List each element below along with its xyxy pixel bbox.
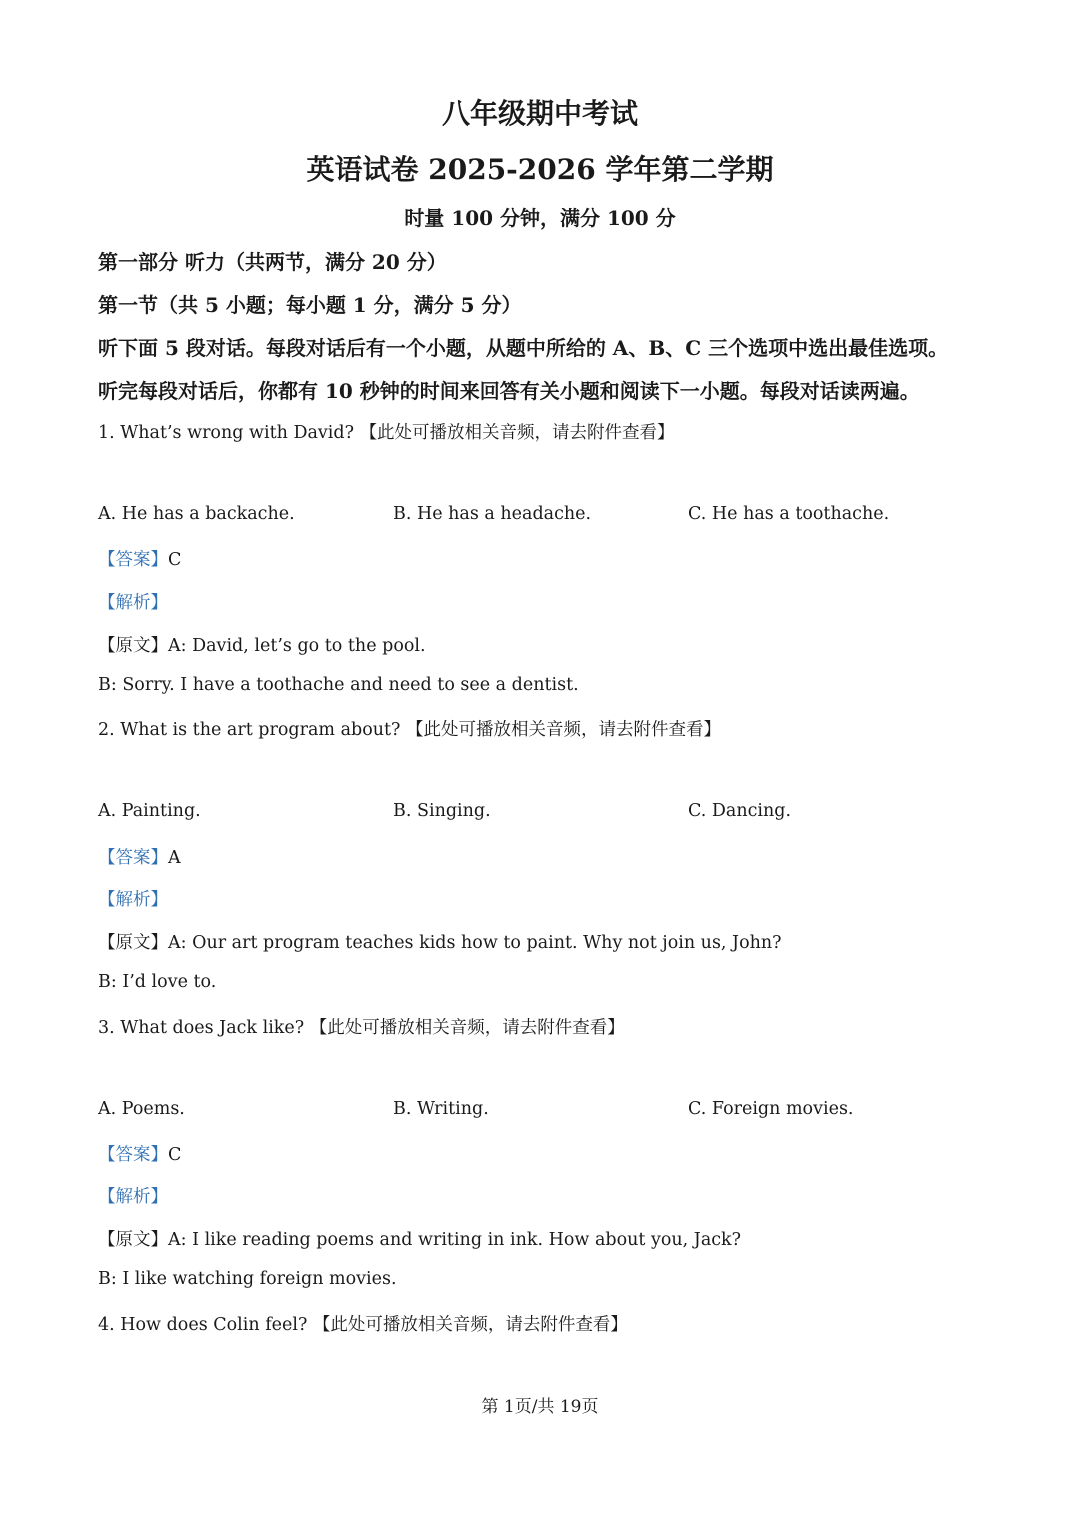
instruction-line-2: 听完每段对话后，你都有 10 秒钟的时间来回答有关小题和阅读下一小题。每段对话读两遍。 bbox=[98, 379, 920, 403]
answer-value: A bbox=[168, 848, 181, 868]
question-3-original-a bbox=[98, 1226, 998, 1251]
question-1-option-c: C. He has a toothache. bbox=[688, 504, 890, 524]
question-2-option-a: A. Painting. bbox=[98, 801, 201, 821]
original-tag: 【原文】 bbox=[98, 1230, 168, 1250]
question-2-option-b: B. Singing. bbox=[393, 801, 491, 821]
original-text: A: David, let’s go to the pool. bbox=[168, 636, 426, 656]
audio-note: 【此处可播放相关音频，请去附件查看】 bbox=[312, 1315, 628, 1335]
question-stem-text: 3. What does Jack like? bbox=[98, 1018, 305, 1038]
question-2-answer bbox=[98, 844, 998, 869]
question-2-original-a bbox=[98, 929, 998, 954]
page-footer: 第 1页/共 19页 bbox=[481, 1397, 599, 1417]
question-2-analysis-tag: 【解析】 bbox=[98, 890, 168, 910]
audio-note: 【此处可播放相关音频，请去附件查看】 bbox=[359, 423, 675, 443]
question-1-stem bbox=[98, 419, 998, 444]
question-3-option-a: A. Poems. bbox=[98, 1099, 185, 1119]
question-1-answer bbox=[98, 546, 998, 571]
answer-tag: 【答案】 bbox=[98, 1145, 168, 1165]
question-3-stem bbox=[98, 1014, 998, 1039]
question-1-original-a bbox=[98, 632, 998, 657]
question-stem-text: 2. What is the art program about? bbox=[98, 720, 401, 740]
question-1-option-a: A. He has a backache. bbox=[98, 504, 295, 524]
question-stem-text: 4. How does Colin feel? bbox=[98, 1315, 308, 1335]
question-2-option-c: C. Dancing. bbox=[688, 801, 792, 821]
question-3-original-b: B: I like watching foreign movies. bbox=[98, 1269, 397, 1289]
exam-title: 八年级期中考试 bbox=[441, 97, 638, 130]
question-1-analysis-tag: 【解析】 bbox=[98, 593, 168, 613]
exam-time-info: 时量 100 分钟，满分 100 分 bbox=[404, 206, 676, 230]
question-2-stem bbox=[98, 716, 998, 741]
question-1-original-b: B: Sorry. I have a toothache and need to see a dentist. bbox=[98, 675, 579, 695]
question-4-stem bbox=[98, 1311, 998, 1336]
audio-note: 【此处可播放相关音频，请去附件查看】 bbox=[309, 1018, 625, 1038]
question-3-answer bbox=[98, 1141, 998, 1166]
question-stem-text: 1. What’s wrong with David? bbox=[98, 423, 354, 443]
original-tag: 【原文】 bbox=[98, 933, 168, 953]
original-tag: 【原文】 bbox=[98, 636, 168, 656]
answer-value: C bbox=[168, 550, 182, 570]
exam-subtitle: 英语试卷 2025-2026 学年第二学期 bbox=[306, 153, 774, 186]
question-3-option-b: B. Writing. bbox=[393, 1099, 489, 1119]
answer-tag: 【答案】 bbox=[98, 550, 168, 570]
answer-value: C bbox=[168, 1145, 182, 1165]
instruction-line-1: 听下面 5 段对话。每段对话后有一个小题，从题中所给的 A、B、C 三个选项中选出最佳选项。 bbox=[98, 336, 949, 360]
part-heading: 第一部分 听力（共两节，满分 20 分） bbox=[98, 250, 447, 274]
question-3-option-c: C. Foreign movies. bbox=[688, 1099, 854, 1119]
section-heading: 第一节（共 5 小题；每小题 1 分，满分 5 分） bbox=[98, 293, 522, 317]
audio-note: 【此处可播放相关音频，请去附件查看】 bbox=[406, 720, 721, 740]
question-2-original-b: B: I’d love to. bbox=[98, 972, 217, 992]
original-text: A: I like reading poems and writing in ink. How about you, Jack? bbox=[168, 1230, 742, 1250]
question-3-analysis-tag: 【解析】 bbox=[98, 1187, 168, 1207]
question-1-option-b: B. He has a headache. bbox=[393, 504, 592, 524]
original-text: A: Our art program teaches kids how to paint. Why not join us, John? bbox=[168, 933, 782, 953]
answer-tag: 【答案】 bbox=[98, 848, 168, 868]
